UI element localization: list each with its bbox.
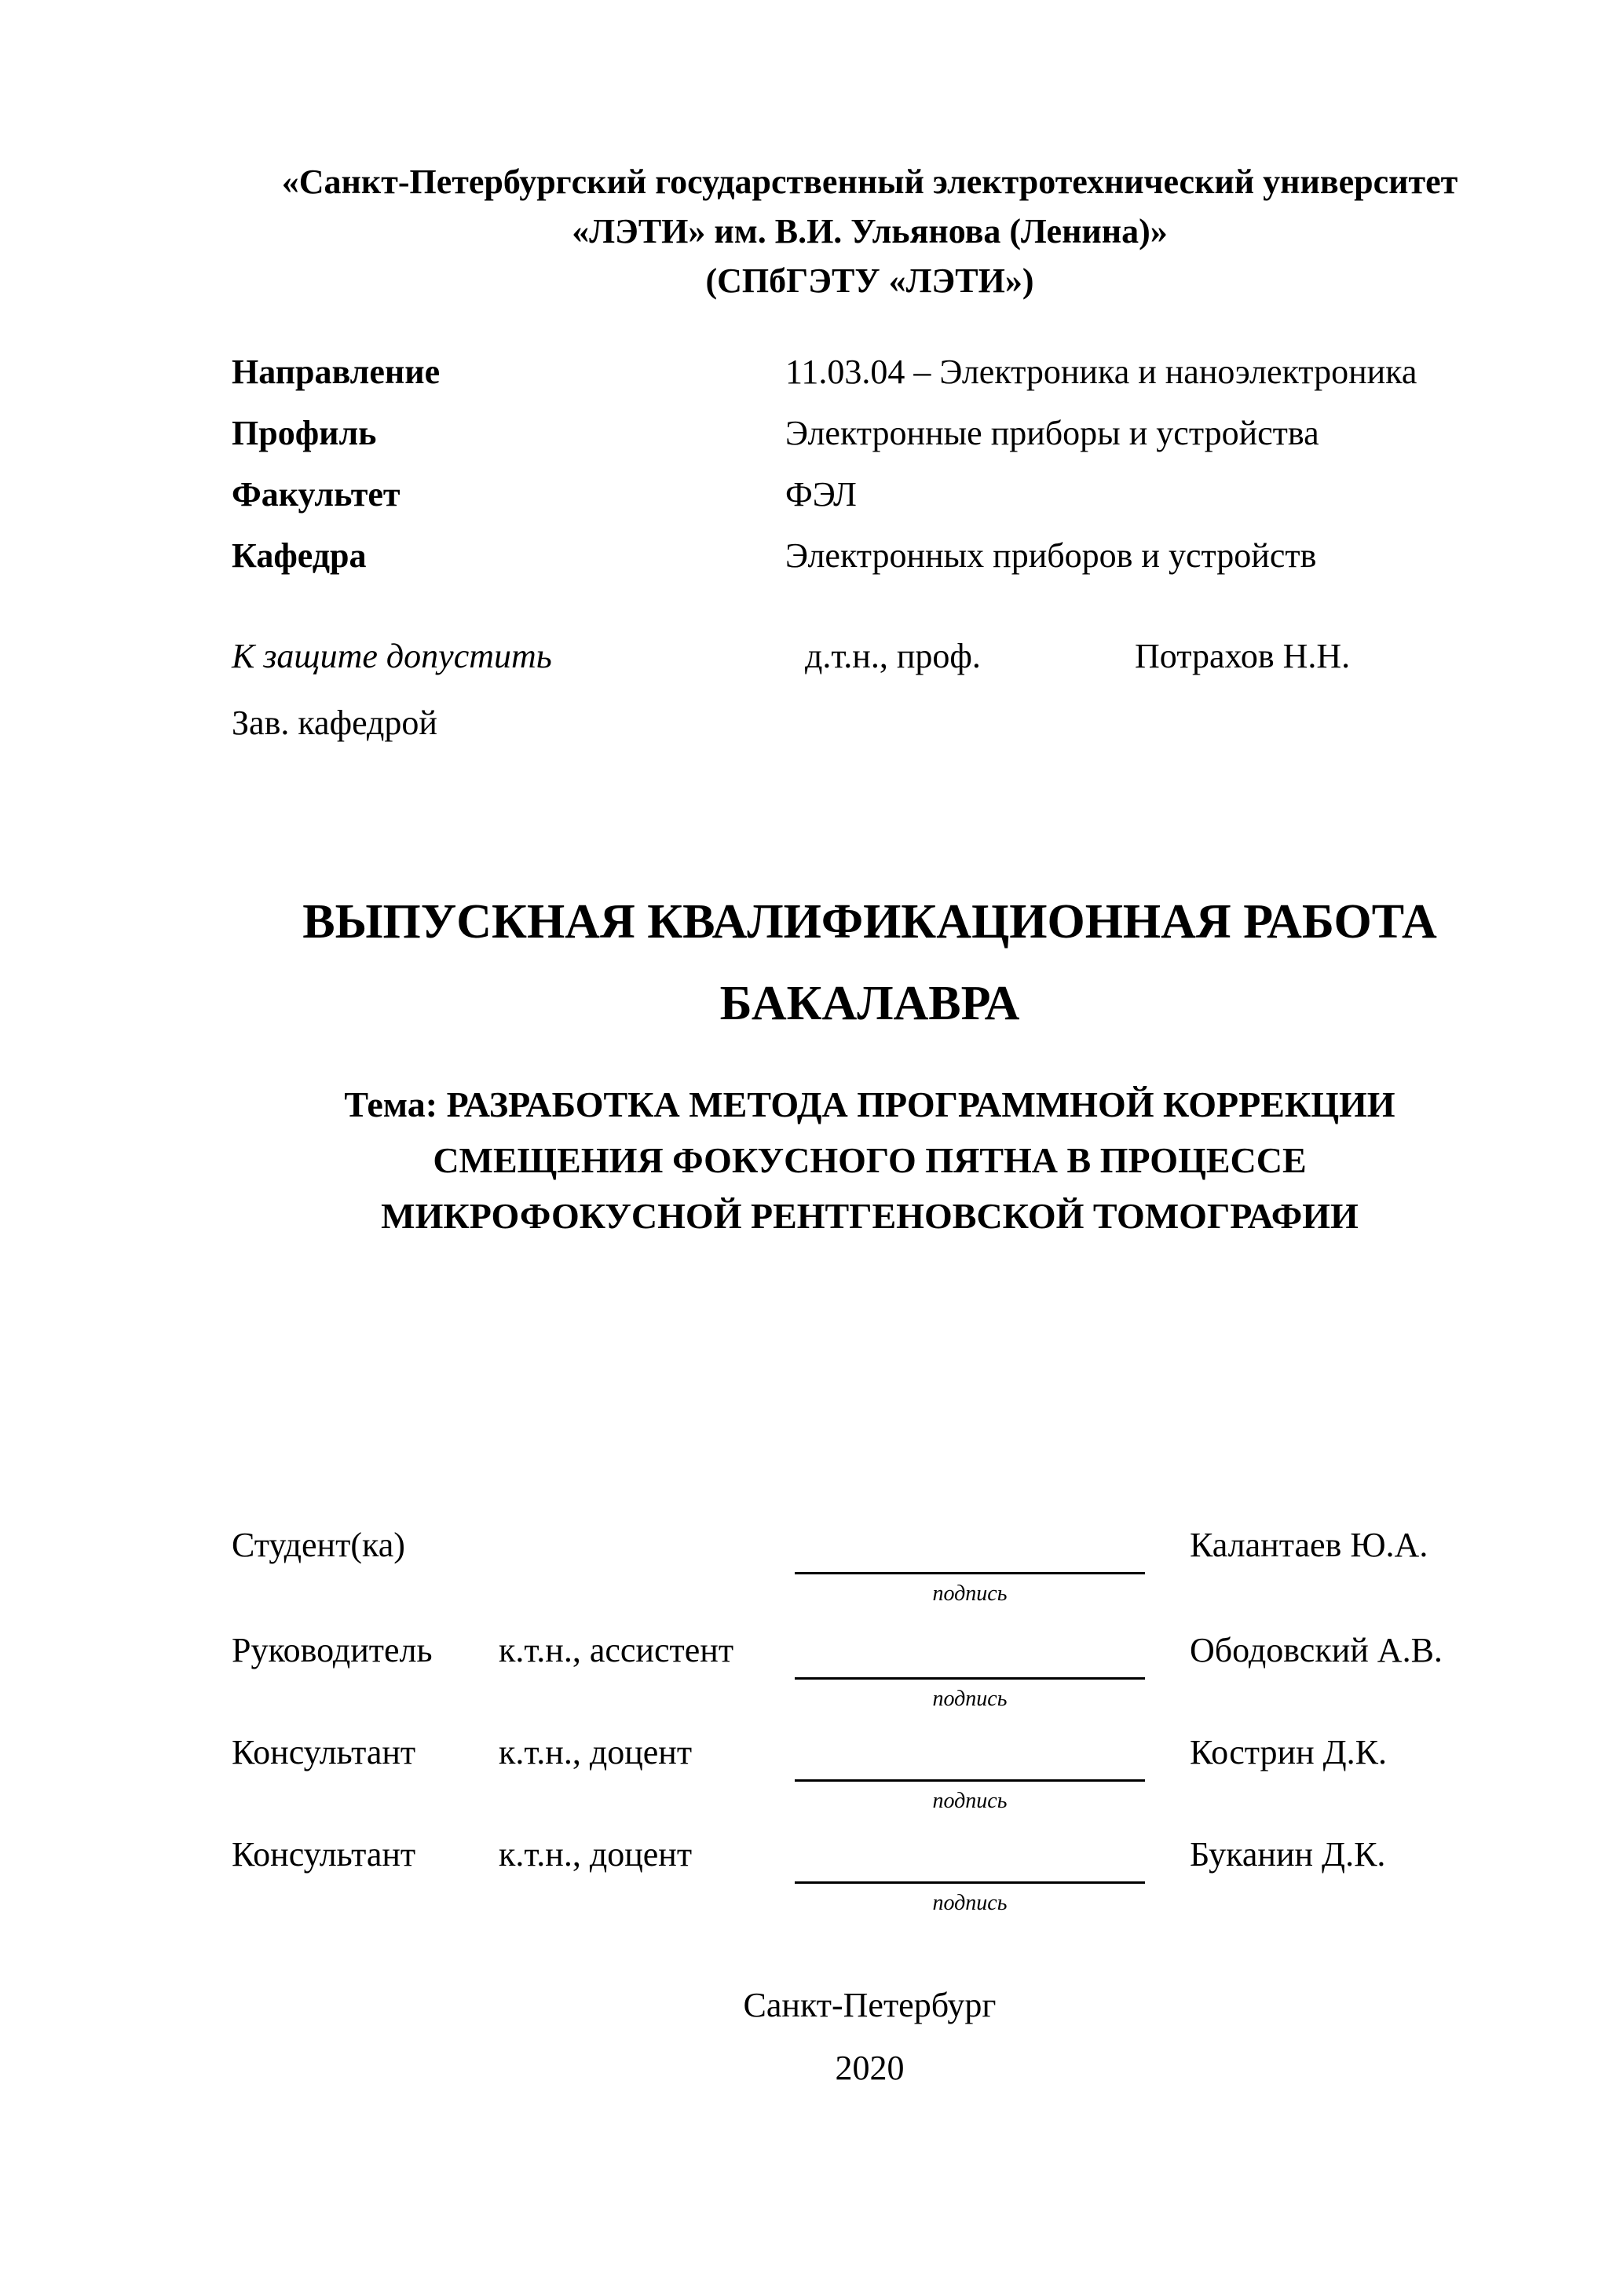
page-content [232,0,1508,2296]
university-header [232,157,1508,305]
footer-city: Санкт-Петербург [743,1986,997,2024]
signature-line-consultant-1 [795,1779,1145,1782]
admission-head-name: Потрахов Н.Н. [1135,637,1351,675]
signature-row-supervisor [232,1630,1508,1724]
signature-line-student [795,1572,1145,1574]
signature-row-student [232,1525,1508,1619]
field-row-profile [232,413,1508,460]
footer-year: 2020 [835,2049,905,2087]
signature-name-student: Калантаев Ю.А. [1190,1526,1428,1564]
field-label-profile: Профиль [232,414,377,452]
signature-caption-student: подпись [932,1581,1008,1606]
signature-line-supervisor [795,1677,1145,1680]
field-value-profile: Электронные приборы и устройства [785,414,1319,452]
signature-line-consultant-2 [795,1881,1145,1884]
university-name-line-2: «ЛЭТИ» им. В.И. Ульянова (Ленина)» [572,212,1168,250]
signature-degree-consultant-1: к.т.н., доцент [499,1733,693,1771]
field-row-faculty [232,474,1508,521]
field-label-department: Кафедра [232,536,367,575]
field-label-faculty: Факультет [232,475,401,514]
field-value-faculty: ФЭЛ [785,475,857,514]
field-value-department: Электронных приборов и устройств [785,536,1317,575]
signature-role-consultant-1: Консультант [232,1733,416,1771]
work-type-line-2: БАКАЛАВРА [719,977,1020,1030]
topic-title [232,1077,1508,1244]
signature-caption-supervisor: подпись [932,1687,1008,1711]
signature-role-student: Студент(ка) [232,1526,405,1564]
signature-name-supervisor: Ободовский А.В. [1190,1631,1443,1669]
work-type-title [232,881,1508,1044]
signature-name-consultant-2: Буканин Д.К. [1190,1835,1386,1874]
signature-name-consultant-1: Кострин Д.К. [1190,1733,1388,1771]
field-row-direction [232,352,1508,399]
field-value-direction: 11.03.04 – Электроника и наноэлектроника [785,353,1417,391]
field-label-direction: Направление [232,353,441,391]
signature-role-supervisor: Руководитель [232,1631,433,1669]
topic-line-2: СМЕЩЕНИЯ ФОКУСНОГО ПЯТНА В ПРОЦЕССЕ [433,1140,1307,1180]
signature-row-consultant-2 [232,1834,1508,1929]
signature-role-consultant-2: Консультант [232,1835,416,1874]
university-name-line-3: (СПбГЭТУ «ЛЭТИ») [705,261,1034,300]
admission-degree: д.т.н., проф. [805,637,981,675]
university-name-line-1: «Санкт-Петербургский государственный электротехнический университет [281,163,1458,201]
topic-line-3: МИКРОФОКУСНОЙ РЕНТГЕНОВСКОЙ ТОМОГРАФИИ [381,1196,1359,1236]
topic-line-1: Тема: РАЗРАБОТКА МЕТОДА ПРОГРАММНОЙ КОРРЕКЦИИ [344,1084,1395,1124]
work-type-line-1: ВЫПУСКНАЯ КВАЛИФИКАЦИОННАЯ РАБОТА [302,895,1437,949]
admission-head-title: Зав. кафедрой [232,704,437,742]
footer [232,1974,1508,2100]
admission-statement: К защите допустить [232,637,552,675]
signature-caption-consultant-2: подпись [932,1891,1008,1915]
field-row-department [232,536,1508,583]
signature-degree-supervisor: к.т.н., ассистент [499,1631,734,1669]
signature-caption-consultant-1: подпись [932,1789,1008,1813]
signature-degree-consultant-2: к.т.н., доцент [499,1835,693,1874]
signature-row-consultant-1 [232,1732,1508,1826]
